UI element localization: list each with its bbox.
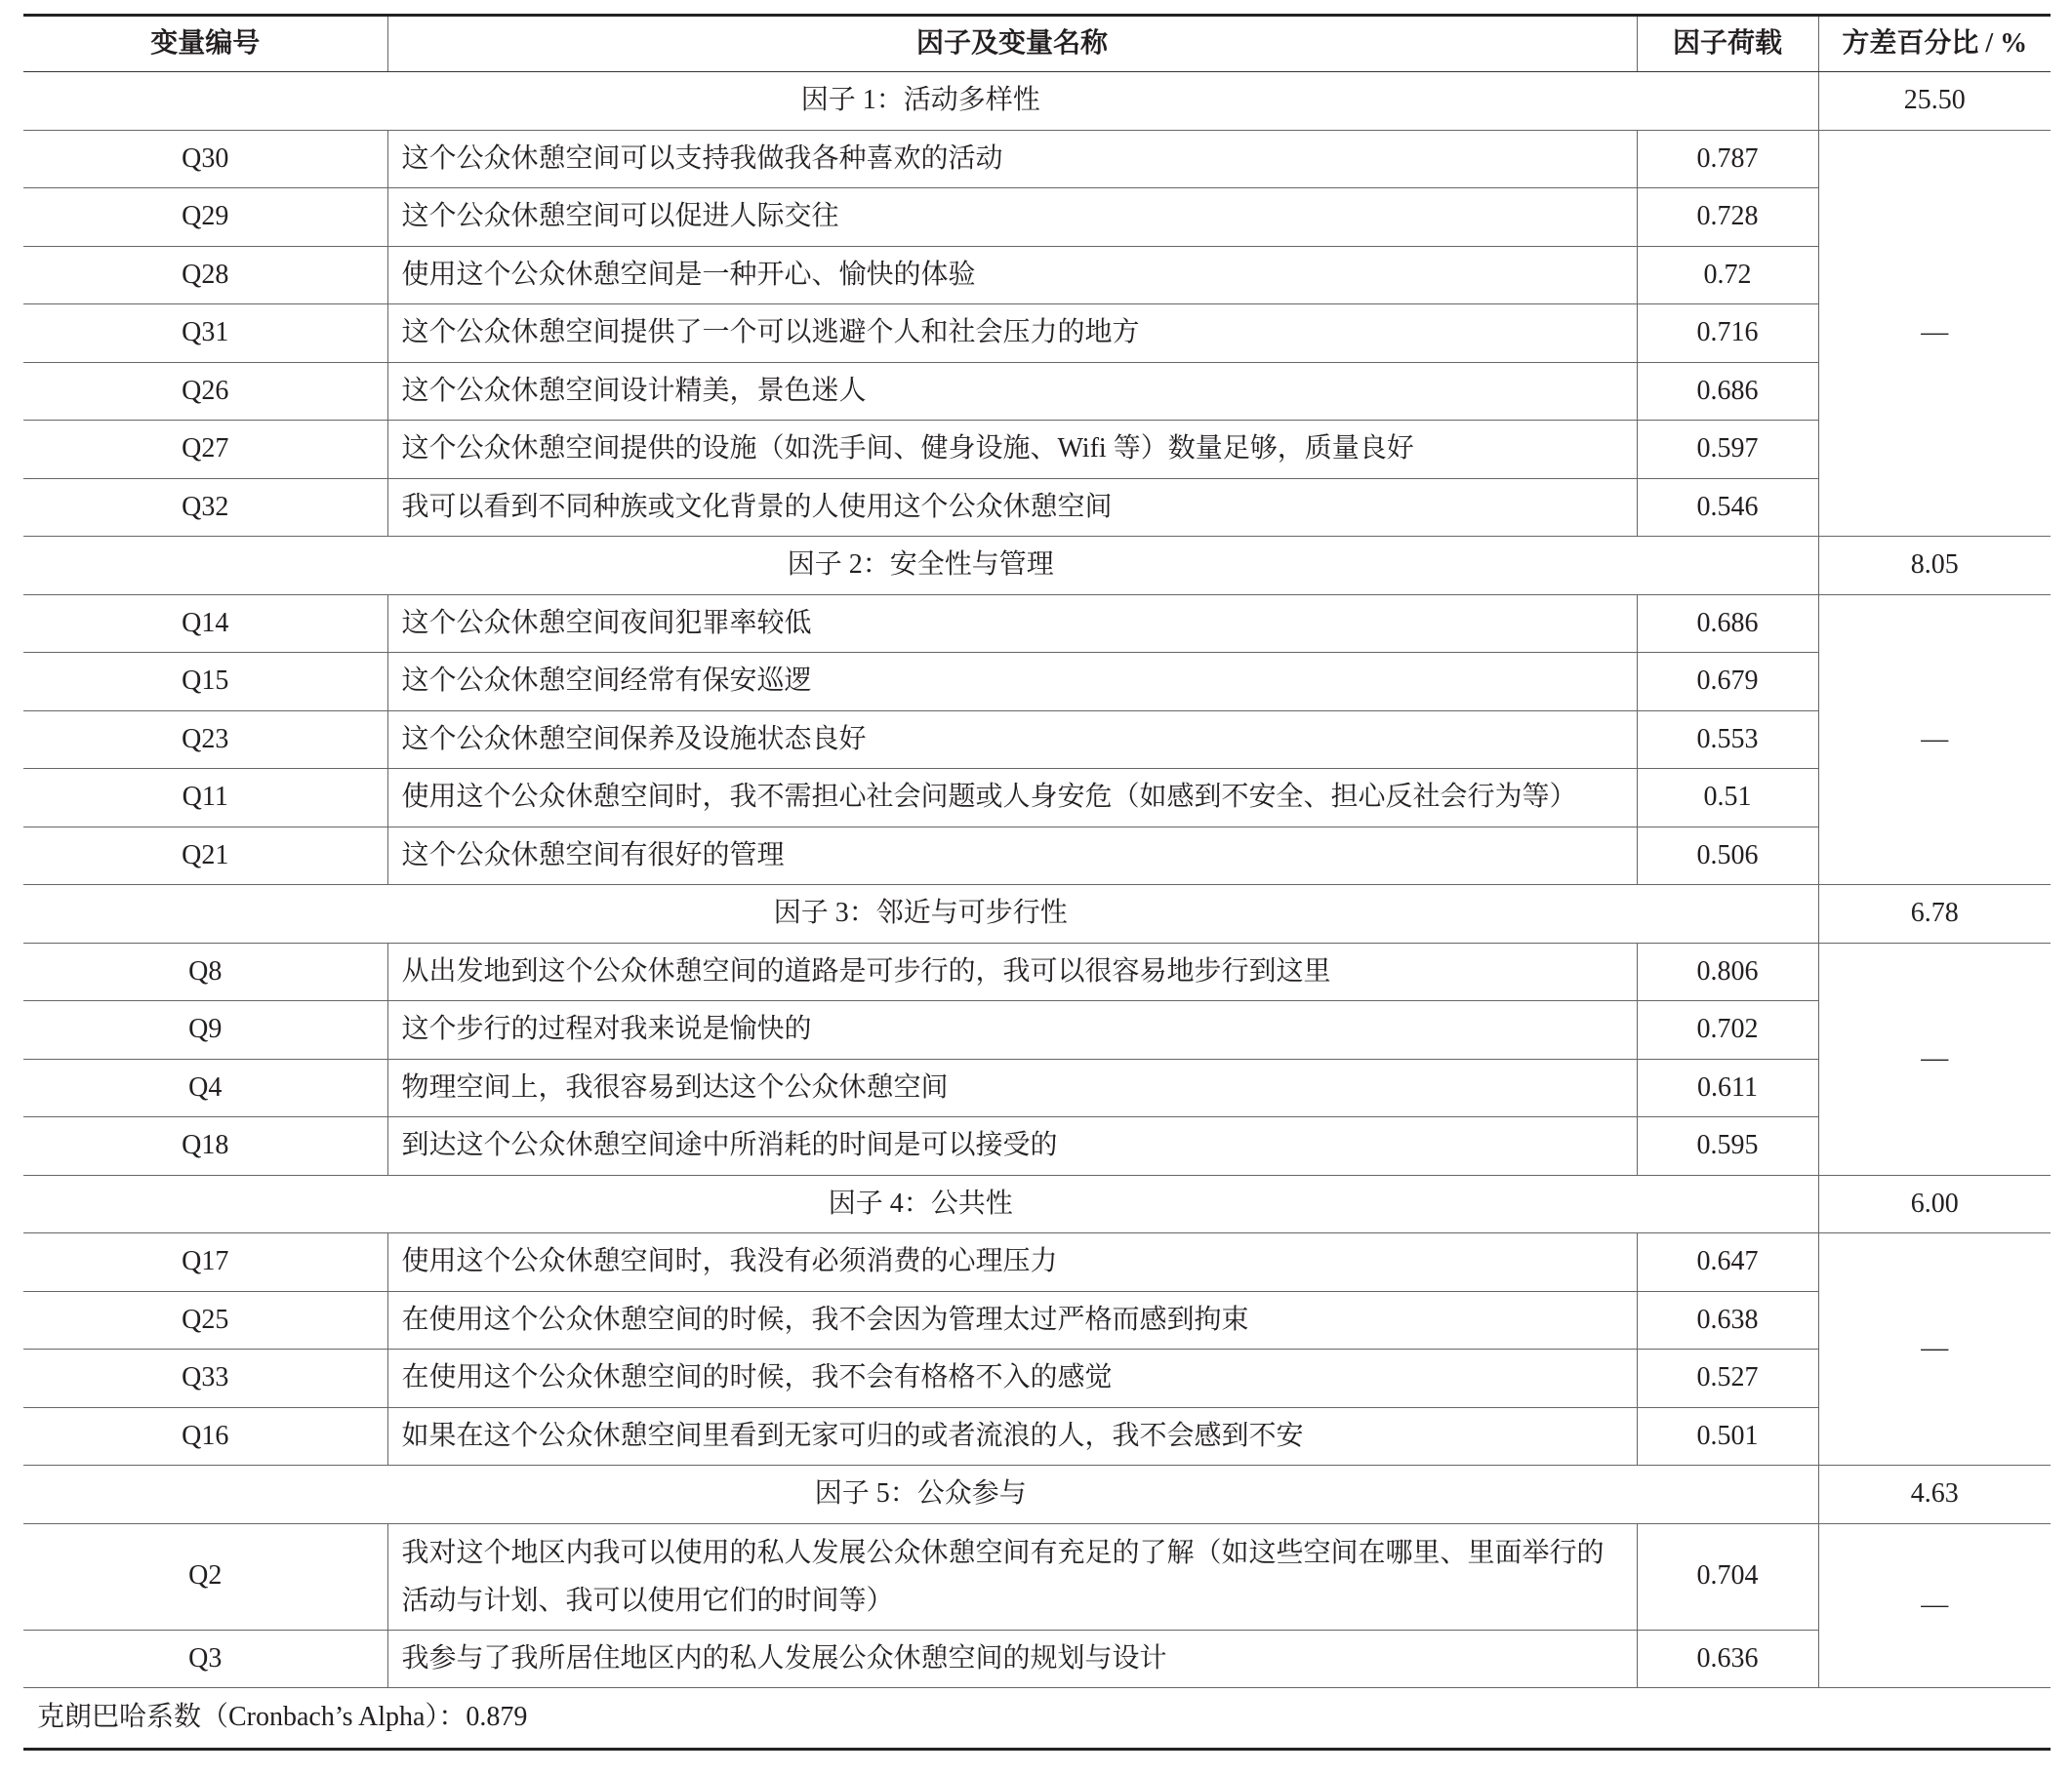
factor-loading: 0.506: [1637, 827, 1818, 885]
table-row: [23, 1407, 2051, 1466]
factor-title: 因子 2：安全性与管理: [23, 537, 1818, 595]
variable-id: Q31: [23, 304, 387, 363]
variance-placeholder: —: [1818, 943, 2051, 1175]
factor-loading: 0.553: [1637, 710, 1818, 769]
table-row: [23, 943, 2051, 1001]
variable-name: 这个公众休憩空间设计精美，景色迷人: [387, 362, 1637, 421]
variable-name: 物理空间上，我很容易到达这个公众休憩空间: [387, 1059, 1637, 1117]
factor-row: [23, 1175, 2051, 1233]
table-row: [23, 594, 2051, 653]
variable-name: 使用这个公众休憩空间时，我没有必须消费的心理压力: [387, 1233, 1637, 1292]
factor-variance: 6.78: [1818, 885, 2051, 944]
variable-id: Q30: [23, 130, 387, 188]
table-row: [23, 653, 2051, 711]
table-row: [23, 1350, 2051, 1408]
variable-name: 这个公众休憩空间可以促进人际交往: [387, 188, 1637, 247]
variable-id: Q26: [23, 362, 387, 421]
variable-id: Q9: [23, 1001, 387, 1060]
factor-loading: 0.611: [1637, 1059, 1818, 1117]
factor-loading: 0.702: [1637, 1001, 1818, 1060]
variable-name: 我参与了我所居住地区内的私人发展公众休憩空间的规划与设计: [387, 1630, 1637, 1688]
variable-name: 我对这个地区内我可以使用的私人发展公众休憩空间有充足的了解（如这些空间在哪里、里面举行的活动与计划、我可以使用它们的时间等）: [387, 1523, 1637, 1630]
variable-id: Q21: [23, 827, 387, 885]
variance-placeholder: —: [1818, 130, 2051, 537]
table-row: [23, 362, 2051, 421]
factor-variance: 25.50: [1818, 72, 2051, 131]
factor-variance: 8.05: [1818, 537, 2051, 595]
variance-placeholder: —: [1818, 594, 2051, 885]
factor-loading: 0.595: [1637, 1117, 1818, 1176]
header-variance-percent: 方差百分比 / %: [1818, 16, 2051, 72]
factor-loading: 0.501: [1637, 1407, 1818, 1466]
footer-row: [23, 1688, 2051, 1750]
variable-id: Q25: [23, 1291, 387, 1350]
factor-title: 因子 3：邻近与可步行性: [23, 885, 1818, 944]
variable-name: 这个公众休憩空间经常有保安巡逻: [387, 653, 1637, 711]
cronbach-alpha-note: 克朗巴哈系数（Cronbach’s Alpha）：0.879: [23, 1688, 2051, 1750]
variable-name: 在使用这个公众休憩空间的时候，我不会因为管理太过严格而感到拘束: [387, 1291, 1637, 1350]
table-row: [23, 827, 2051, 885]
header-row: [23, 16, 2051, 72]
table-row: [23, 130, 2051, 188]
factor-loading: 0.728: [1637, 188, 1818, 247]
header-variable-name: 因子及变量名称: [387, 16, 1637, 72]
variable-id: Q29: [23, 188, 387, 247]
variable-id: Q17: [23, 1233, 387, 1292]
table-row: [23, 1059, 2051, 1117]
factor-title: 因子 5：公众参与: [23, 1466, 1818, 1524]
factor-loading: 0.527: [1637, 1350, 1818, 1408]
factor-row: [23, 1466, 2051, 1524]
variable-name: 在使用这个公众休憩空间的时候，我不会有格格不入的感觉: [387, 1350, 1637, 1408]
variable-id: Q16: [23, 1407, 387, 1466]
factor-row: [23, 885, 2051, 944]
factor-loading: 0.597: [1637, 421, 1818, 479]
variable-name: 这个公众休憩空间提供的设施（如洗手间、健身设施、Wifi 等）数量足够，质量良好: [387, 421, 1637, 479]
header-variable-id: 变量编号: [23, 16, 387, 72]
table-row: [23, 769, 2051, 827]
variable-name: 从出发地到这个公众休憩空间的道路是可步行的，我可以很容易地步行到这里: [387, 943, 1637, 1001]
variable-name: 这个公众休憩空间保养及设施状态良好: [387, 710, 1637, 769]
variable-id: Q32: [23, 478, 387, 537]
variance-placeholder: —: [1818, 1523, 2051, 1688]
table-row: [23, 188, 2051, 247]
factor-variance: 4.63: [1818, 1466, 2051, 1524]
variable-id: Q8: [23, 943, 387, 1001]
factor-loading: 0.636: [1637, 1630, 1818, 1688]
variable-id: Q4: [23, 1059, 387, 1117]
variable-name: 使用这个公众休憩空间是一种开心、愉快的体验: [387, 246, 1637, 304]
variable-id: Q15: [23, 653, 387, 711]
factor-loading: 0.679: [1637, 653, 1818, 711]
table-row: [23, 1233, 2051, 1292]
table-row: [23, 246, 2051, 304]
factor-loading: 0.647: [1637, 1233, 1818, 1292]
factor-title: 因子 1：活动多样性: [23, 72, 1818, 131]
variable-id: Q11: [23, 769, 387, 827]
factor-loading: 0.806: [1637, 943, 1818, 1001]
table-row: [23, 1291, 2051, 1350]
factor-loading: 0.686: [1637, 594, 1818, 653]
table-row: [23, 1001, 2051, 1060]
variable-name: 到达这个公众休憩空间途中所消耗的时间是可以接受的: [387, 1117, 1637, 1176]
factor-title: 因子 4：公共性: [23, 1175, 1818, 1233]
table-row: [23, 478, 2051, 537]
variable-name: 这个公众休憩空间可以支持我做我各种喜欢的活动: [387, 130, 1637, 188]
factor-row: [23, 537, 2051, 595]
variance-placeholder: —: [1818, 1233, 2051, 1466]
variable-id: Q23: [23, 710, 387, 769]
factor-analysis-table: [23, 14, 2051, 1751]
table-row: [23, 421, 2051, 479]
variable-name: 这个公众休憩空间有很好的管理: [387, 827, 1637, 885]
factor-loading: 0.787: [1637, 130, 1818, 188]
variable-name: 这个公众休憩空间提供了一个可以逃避个人和社会压力的地方: [387, 304, 1637, 363]
table-row: [23, 304, 2051, 363]
factor-loading: 0.686: [1637, 362, 1818, 421]
variable-name: 我可以看到不同种族或文化背景的人使用这个公众休憩空间: [387, 478, 1637, 537]
variable-id: Q18: [23, 1117, 387, 1176]
variable-id: Q2: [23, 1523, 387, 1630]
variable-name: 使用这个公众休憩空间时，我不需担心社会问题或人身安危（如感到不安全、担心反社会行为等）: [387, 769, 1637, 827]
table-row: [23, 1523, 2051, 1630]
table-row: [23, 710, 2051, 769]
variable-name: 这个步行的过程对我来说是愉快的: [387, 1001, 1637, 1060]
table-row: [23, 1117, 2051, 1176]
factor-loading: 0.638: [1637, 1291, 1818, 1350]
variable-id: Q27: [23, 421, 387, 479]
variable-id: Q14: [23, 594, 387, 653]
variable-id: Q3: [23, 1630, 387, 1688]
variable-id: Q33: [23, 1350, 387, 1408]
header-factor-loading: 因子荷载: [1637, 16, 1818, 72]
table-row: [23, 1630, 2051, 1688]
factor-loading: 0.546: [1637, 478, 1818, 537]
variable-name: 这个公众休憩空间夜间犯罪率较低: [387, 594, 1637, 653]
factor-loading: 0.716: [1637, 304, 1818, 363]
factor-loading: 0.704: [1637, 1523, 1818, 1630]
variable-name: 如果在这个公众休憩空间里看到无家可归的或者流浪的人，我不会感到不安: [387, 1407, 1637, 1466]
factor-loading: 0.51: [1637, 769, 1818, 827]
factor-variance: 6.00: [1818, 1175, 2051, 1233]
variable-id: Q28: [23, 246, 387, 304]
factor-row: [23, 72, 2051, 131]
factor-loading: 0.72: [1637, 246, 1818, 304]
